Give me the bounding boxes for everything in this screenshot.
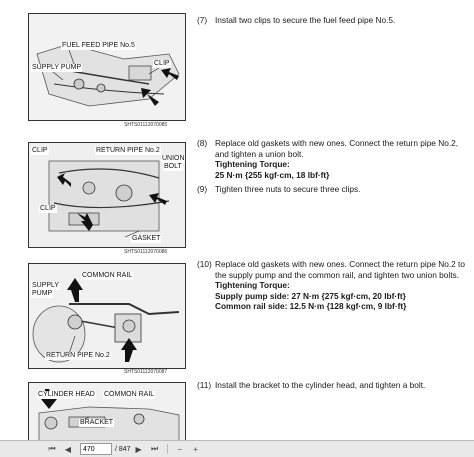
torque-title: Tightening Torque:: [215, 159, 290, 169]
label-gasket: GASKET: [132, 235, 161, 242]
page-number-input[interactable]: [80, 443, 112, 455]
figure-return-pipe: [28, 142, 186, 248]
step-text: Install two clips to secure the fuel feed pipe No.5.: [215, 15, 396, 25]
label-supply-pump: SUPPLY PUMP: [32, 64, 82, 71]
figure-common-rail: [28, 263, 186, 369]
toolbar-divider: [167, 444, 168, 454]
next-page-icon[interactable]: ▶: [135, 444, 142, 454]
torque-value: 25 N·m {255 kgf·cm, 18 lbf·ft}: [215, 169, 330, 180]
step-10: [197, 259, 467, 312]
step-text: Tighten three nuts to secure three clips.: [215, 184, 361, 194]
label-supply: SUPPLY: [32, 282, 60, 289]
figure-code: SHTS01112070086: [124, 249, 168, 255]
zoom-in-icon[interactable]: +: [193, 444, 198, 454]
step-text: Install the bracket to the cylinder head, and tighten a bolt.: [215, 380, 426, 390]
previous-page-icon[interactable]: ◀: [64, 444, 72, 454]
torque-common-rail: Common rail side: 12.5 N·m {128 kgf·cm, 9 lbf·ft}: [215, 301, 407, 311]
label-bolt: BOLT: [164, 163, 182, 170]
step-9: [197, 184, 467, 195]
zoom-out-icon[interactable]: −: [177, 444, 182, 454]
step-number: (11): [197, 380, 212, 390]
label-return-pipe: RETURN PIPE No.2: [46, 352, 110, 359]
step-number: (10): [197, 259, 212, 269]
label-union: UNION: [162, 155, 185, 162]
step-number: (8): [197, 138, 208, 148]
figure-bracket: [28, 382, 186, 442]
viewer-toolbar: [0, 440, 474, 457]
last-page-icon[interactable]: ⏭: [150, 444, 159, 453]
step-text: Replace old gaskets with new ones. Connect the return pipe No.2, and tighten a union bolt.: [215, 138, 459, 159]
step-7: [197, 15, 467, 26]
label-pump: PUMP: [32, 290, 53, 297]
step-8: [197, 138, 467, 180]
step-11: [197, 380, 467, 391]
label-common-rail: COMMON RAIL: [82, 272, 133, 279]
label-common-rail: COMMON RAIL: [104, 391, 155, 398]
step-text: Replace old gaskets with new ones. Connect the return pipe No.2 to the supply pump and the common rail, and tighten two union bolts.: [215, 259, 465, 280]
torque-supply-pump: Supply pump side: 27 N·m {275 kgf·cm, 20 lbf·ft}: [215, 290, 406, 301]
first-page-icon[interactable]: ⏮: [48, 444, 56, 453]
figure-fuel-feed-pipe: [28, 13, 186, 121]
label-cylinder-head: CYLINDER HEAD: [38, 391, 95, 398]
page-total: / 847: [115, 445, 131, 453]
label-clip-mid: CLIP: [40, 205, 56, 212]
figure-code: SHTS01112070085: [124, 122, 168, 128]
label-clip-top: CLIP: [32, 147, 48, 154]
label-fuel-feed-pipe: FUEL FEED PIPE No.5: [62, 42, 135, 49]
step-number: (7): [197, 15, 208, 25]
figure-code: SHTS01112070087: [124, 369, 168, 375]
label-clip: CLIP: [154, 60, 170, 67]
label-return-pipe: RETURN PIPE No.2: [96, 147, 160, 154]
step-number: (9): [197, 184, 208, 194]
torque-title: Tightening Torque:: [215, 280, 290, 290]
label-bracket: BRACKET: [80, 419, 114, 426]
